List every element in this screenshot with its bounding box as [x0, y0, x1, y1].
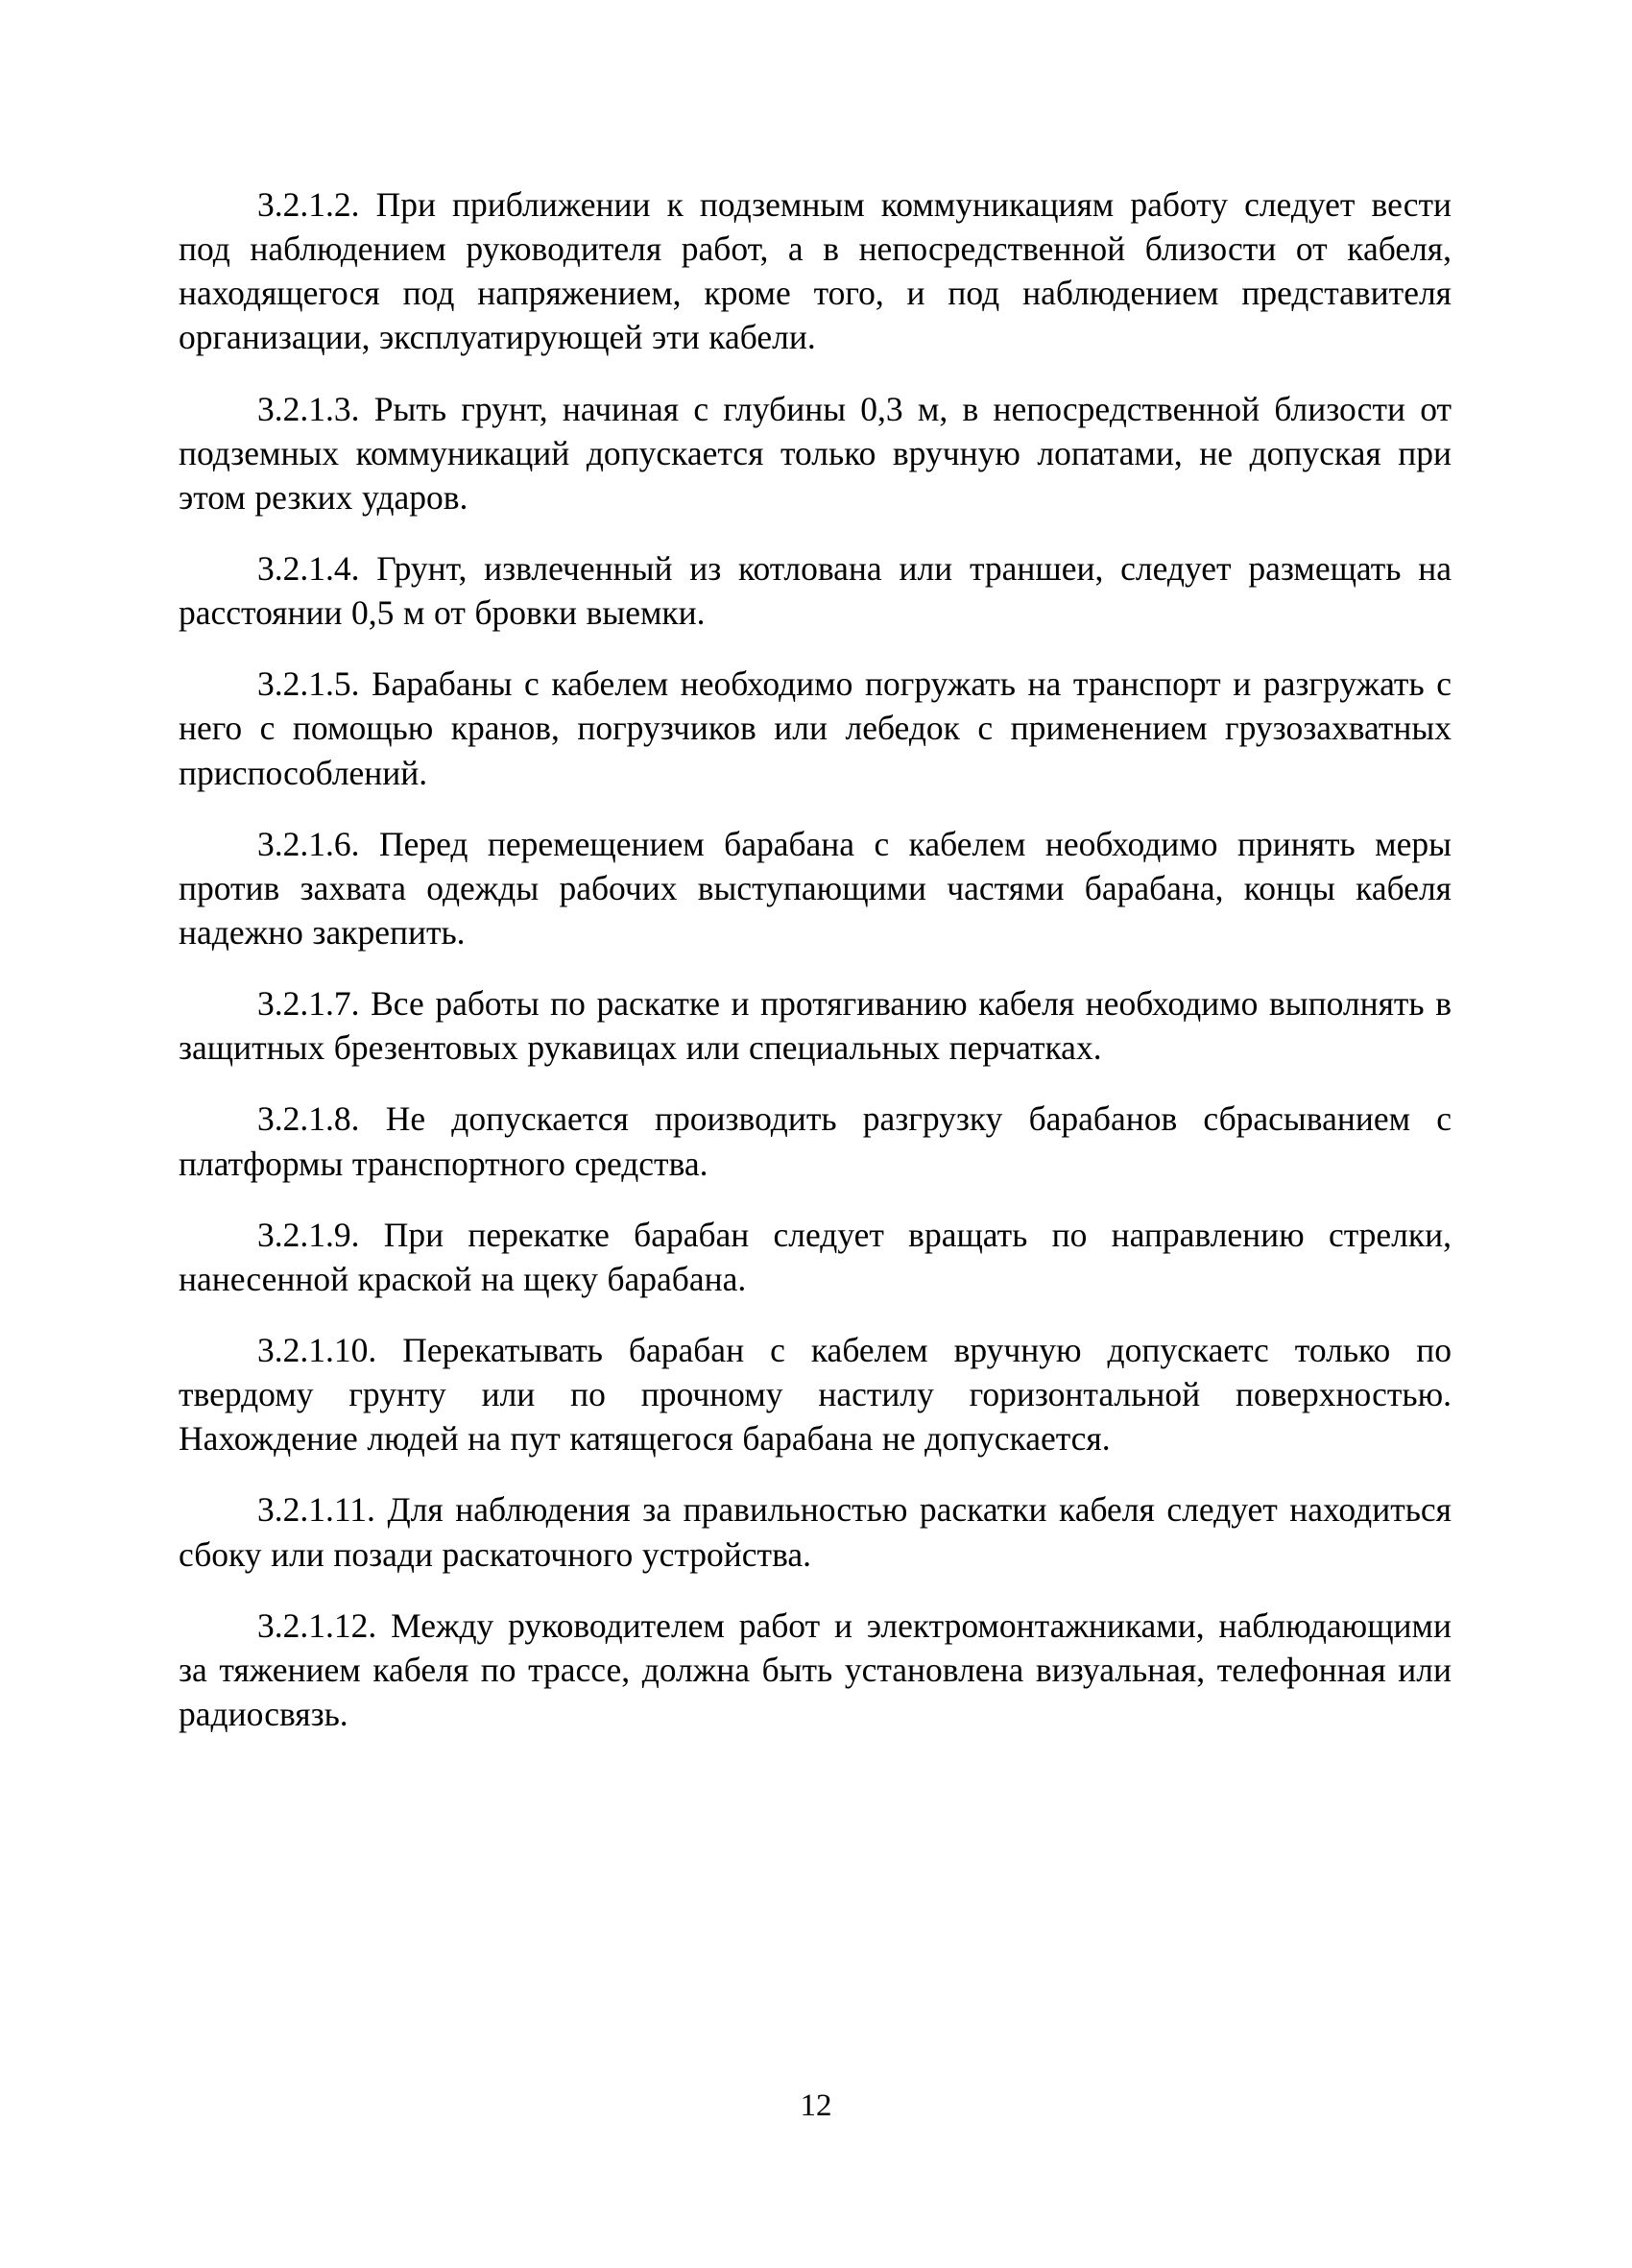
paragraph-3-2-1-5: 3.2.1.5. Барабаны с кабелем необходимо погружать на транспорт и разгружать с него с помощью кранов, погрузчиков или лебедок с применением грузозахватных приспособлений. — [179, 664, 1452, 792]
paragraph-3-2-1-9: 3.2.1.9. При перекатке барабан следует вращать по направлению стрелки, нанесенной краской на щеку барабана. — [179, 1215, 1452, 1298]
paragraph-3-2-1-2: 3.2.1.2. При приближении к подземным коммуникациям работу следует вести под наблюдением руководителя работ, а в непосредственной близости от кабеля, находящегося под напряжением, кроме того, и под наблюдением представителя организации, эксплуатирующей эти кабели. — [179, 185, 1452, 357]
paragraph-3-2-1-6: 3.2.1.6. Перед перемещением барабана с кабелем необходимо принять меры против захвата одежды рабочих выступающими частями барабана, концы кабеля надежно закрепить. — [179, 824, 1452, 952]
paragraph-3-2-1-12: 3.2.1.12. Между руководителем работ и электромонтажниками, наблюдающими за тяжением кабеля по трассе, должна быть установлена визуальная, телефонная или радиосвязь. — [179, 1605, 1452, 1733]
paragraph-3-2-1-11: 3.2.1.11. Для наблюдения за правильностью раскатки кабеля следует находиться сбоку или позади раскаточного устройства. — [179, 1490, 1452, 1574]
paragraph-3-2-1-4: 3.2.1.4. Грунт, извлеченный из котлована или траншеи, следует размещать на расстоянии 0,5 м от бровки выемки. — [179, 548, 1452, 633]
paragraph-3-2-1-3: 3.2.1.3. Рыть грунт, начиная с глубины 0,3 м, в непосредственной близости от подземных коммуникаций допускается только вручную лопатами, не допуская при этом резких ударов. — [179, 389, 1452, 517]
paragraph-3-2-1-10: 3.2.1.10. Перекатывать барабан с кабелем вручную допускаетс только по твердому грунту или по прочному настилу горизонтальной поверхностью. Нахождение людей на пут катящегося барабана не допускается. — [179, 1330, 1452, 1459]
page-number: 12 — [800, 2088, 832, 2123]
paragraph-3-2-1-8: 3.2.1.8. Не допускается производить разгрузку барабанов сбрасыванием с платформы транспортного средства. — [179, 1099, 1452, 1183]
document-body — [179, 182, 1452, 1736]
paragraph-3-2-1-7: 3.2.1.7. Все работы по раскатке и протягиванию кабеля необходимо выполнять в защитных брезентовых рукавицах или специальных перчатках. — [179, 984, 1452, 1068]
